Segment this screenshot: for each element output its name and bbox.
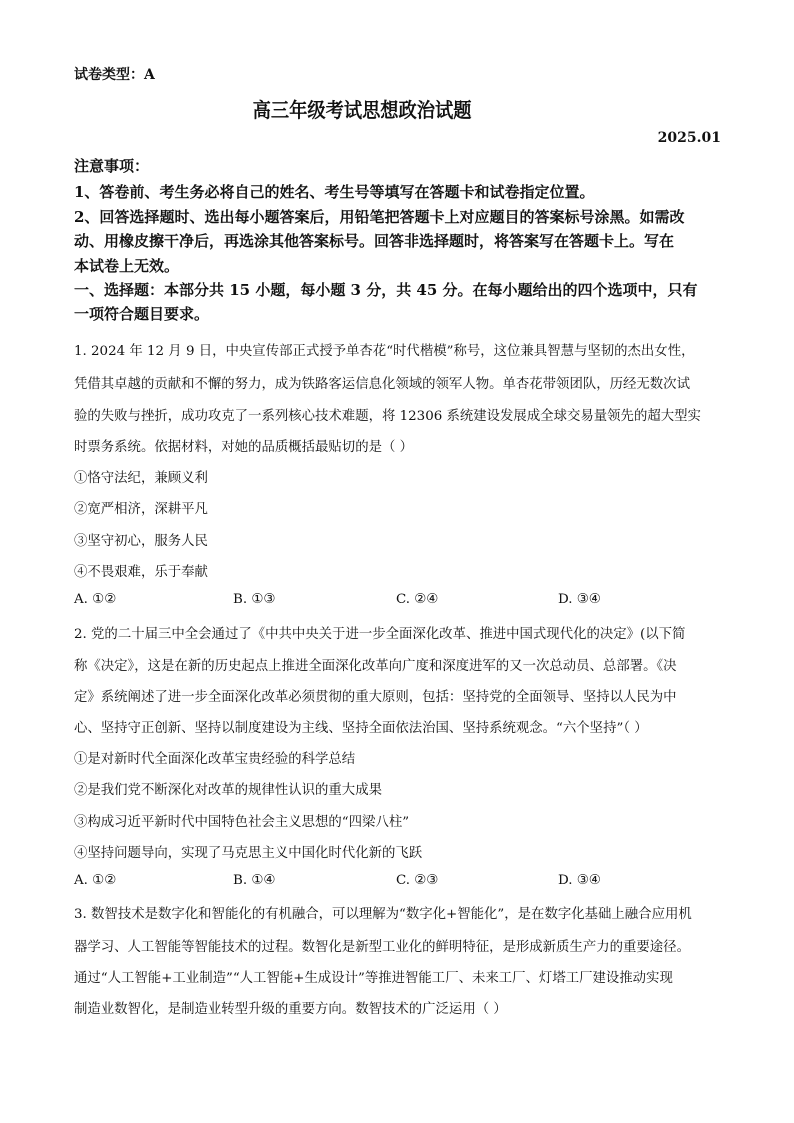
statement-option: ③坚守初心，服务人民 xyxy=(74,534,208,549)
question-stem-line: 心、坚持守正创新、坚持以制度建设为主线、坚持全面依法治国、坚持系统观念。“六个坚持”（ ） xyxy=(74,721,648,736)
statement-option: ③构成习近平新时代中国特色社会主义思想的“四梁八柱” xyxy=(74,815,410,830)
question-stem-line: 制造业数智化，是制造业转型升级的重要方向。数智技术的广泛运用（ ） xyxy=(74,1002,507,1017)
statement-option: ④不畏艰难，乐于奉献 xyxy=(74,565,208,580)
notice-heading: 注意事项： xyxy=(74,157,150,175)
answer-choice-b[interactable]: B. ①③ xyxy=(233,592,276,607)
statement-option: ④坚持问题导向，实现了马克思主义中国化时代化新的飞跃 xyxy=(74,846,423,861)
paper-type: 试卷类型：A xyxy=(74,67,155,83)
answer-choice-a[interactable]: A. ①② xyxy=(74,592,117,607)
answer-choice-d[interactable]: D. ③④ xyxy=(558,592,601,607)
answer-choice-c[interactable]: C. ②③ xyxy=(396,873,439,888)
exam-date: 2025.01 xyxy=(657,130,721,146)
page-title: 高三年级考试思想政治试题 xyxy=(252,98,472,122)
statement-option: ②宽严相济，深耕平凡 xyxy=(74,502,208,517)
question-stem-line: 凭借其卓越的贡献和不懈的努力，成为铁路客运信息化领域的领军人物。单杏花带领团队，历经无数次试 xyxy=(74,377,690,392)
question-stem-line: 时票务系统。依据材料，对她的品质概括最贴切的是（ ） xyxy=(74,440,414,455)
question-stem-line: 定》系统阐述了进一步全面深化改革必须贯彻的重大原则，包括：坚持党的全面领导、坚持以人民为中 xyxy=(74,690,677,705)
question-stem-line: 器学习、人工智能等智能技术的过程。数智化是新型工业化的鲜明特征，是形成新质生产力的重要途径。 xyxy=(74,940,690,955)
question-stem-line: 2. 党的二十届三中全会通过了《中共中央关于进一步全面深化改革、推进中国式现代化的决定》(以下简 xyxy=(74,627,686,642)
notice-line: 1、答卷前、考生务必将自己的姓名、考生号等填写在答题卡和试卷指定位置。 xyxy=(74,183,595,201)
section-heading-line: 一项符合题目要求。 xyxy=(74,305,210,323)
question-stem-line: 1. 2024 年 12 月 9 日，中央宣传部正式授予单杏花“时代楷模”称号，这位兼具智慧与坚韧的杰出女性， xyxy=(74,344,695,359)
answer-choice-a[interactable]: A. ①② xyxy=(74,873,117,888)
question-stem-line: 称《决定》，这是在新的历史起点上推进全面深化改革向广度和深度进军的又一次总动员、总部署。《决 xyxy=(74,659,677,674)
answer-choice-c[interactable]: C. ②④ xyxy=(396,592,439,607)
answer-choice-d[interactable]: D. ③④ xyxy=(558,873,601,888)
section-heading-line: 一、选择题：本部分共 15 小题，每小题 3 分，共 45 分。在每小题给出的四个选项中，只有 xyxy=(74,281,698,299)
question-stem-line: 通过“人工智能+工业制造”“人工智能+生成设计”等推进智能工厂、未来工厂、灯塔工厂建设推动实现 xyxy=(74,971,673,986)
notice-line: 2、回答选择题时、选出每小题答案后，用铅笔把答题卡上对应题目的答案标号涂黑。如需改 xyxy=(74,208,685,226)
question-stem-line: 3. 数智技术是数字化和智能化的有机融合，可以理解为“数字化+智能化”，是在数字化基础上融合应用机 xyxy=(74,907,692,922)
statement-option: ②是我们党不断深化对改革的规律性认识的重大成果 xyxy=(74,783,382,798)
notice-line: 动、用橡皮擦干净后，再选涂其他答案标号。回答非选择题时，将答案写在答题卡上。写在 xyxy=(74,232,675,250)
statement-option: ①恪守法纪，兼顾义利 xyxy=(74,471,208,486)
notice-line: 本试卷上无效。 xyxy=(74,257,180,275)
statement-option: ①是对新时代全面深化改革宝贵经验的科学总结 xyxy=(74,752,356,767)
answer-choice-b[interactable]: B. ①④ xyxy=(233,873,276,888)
question-stem-line: 验的失败与挫折，成功攻克了一系列核心技术难题，将 12306 系统建设发展成全球交易量领先的超大型实 xyxy=(74,409,701,424)
